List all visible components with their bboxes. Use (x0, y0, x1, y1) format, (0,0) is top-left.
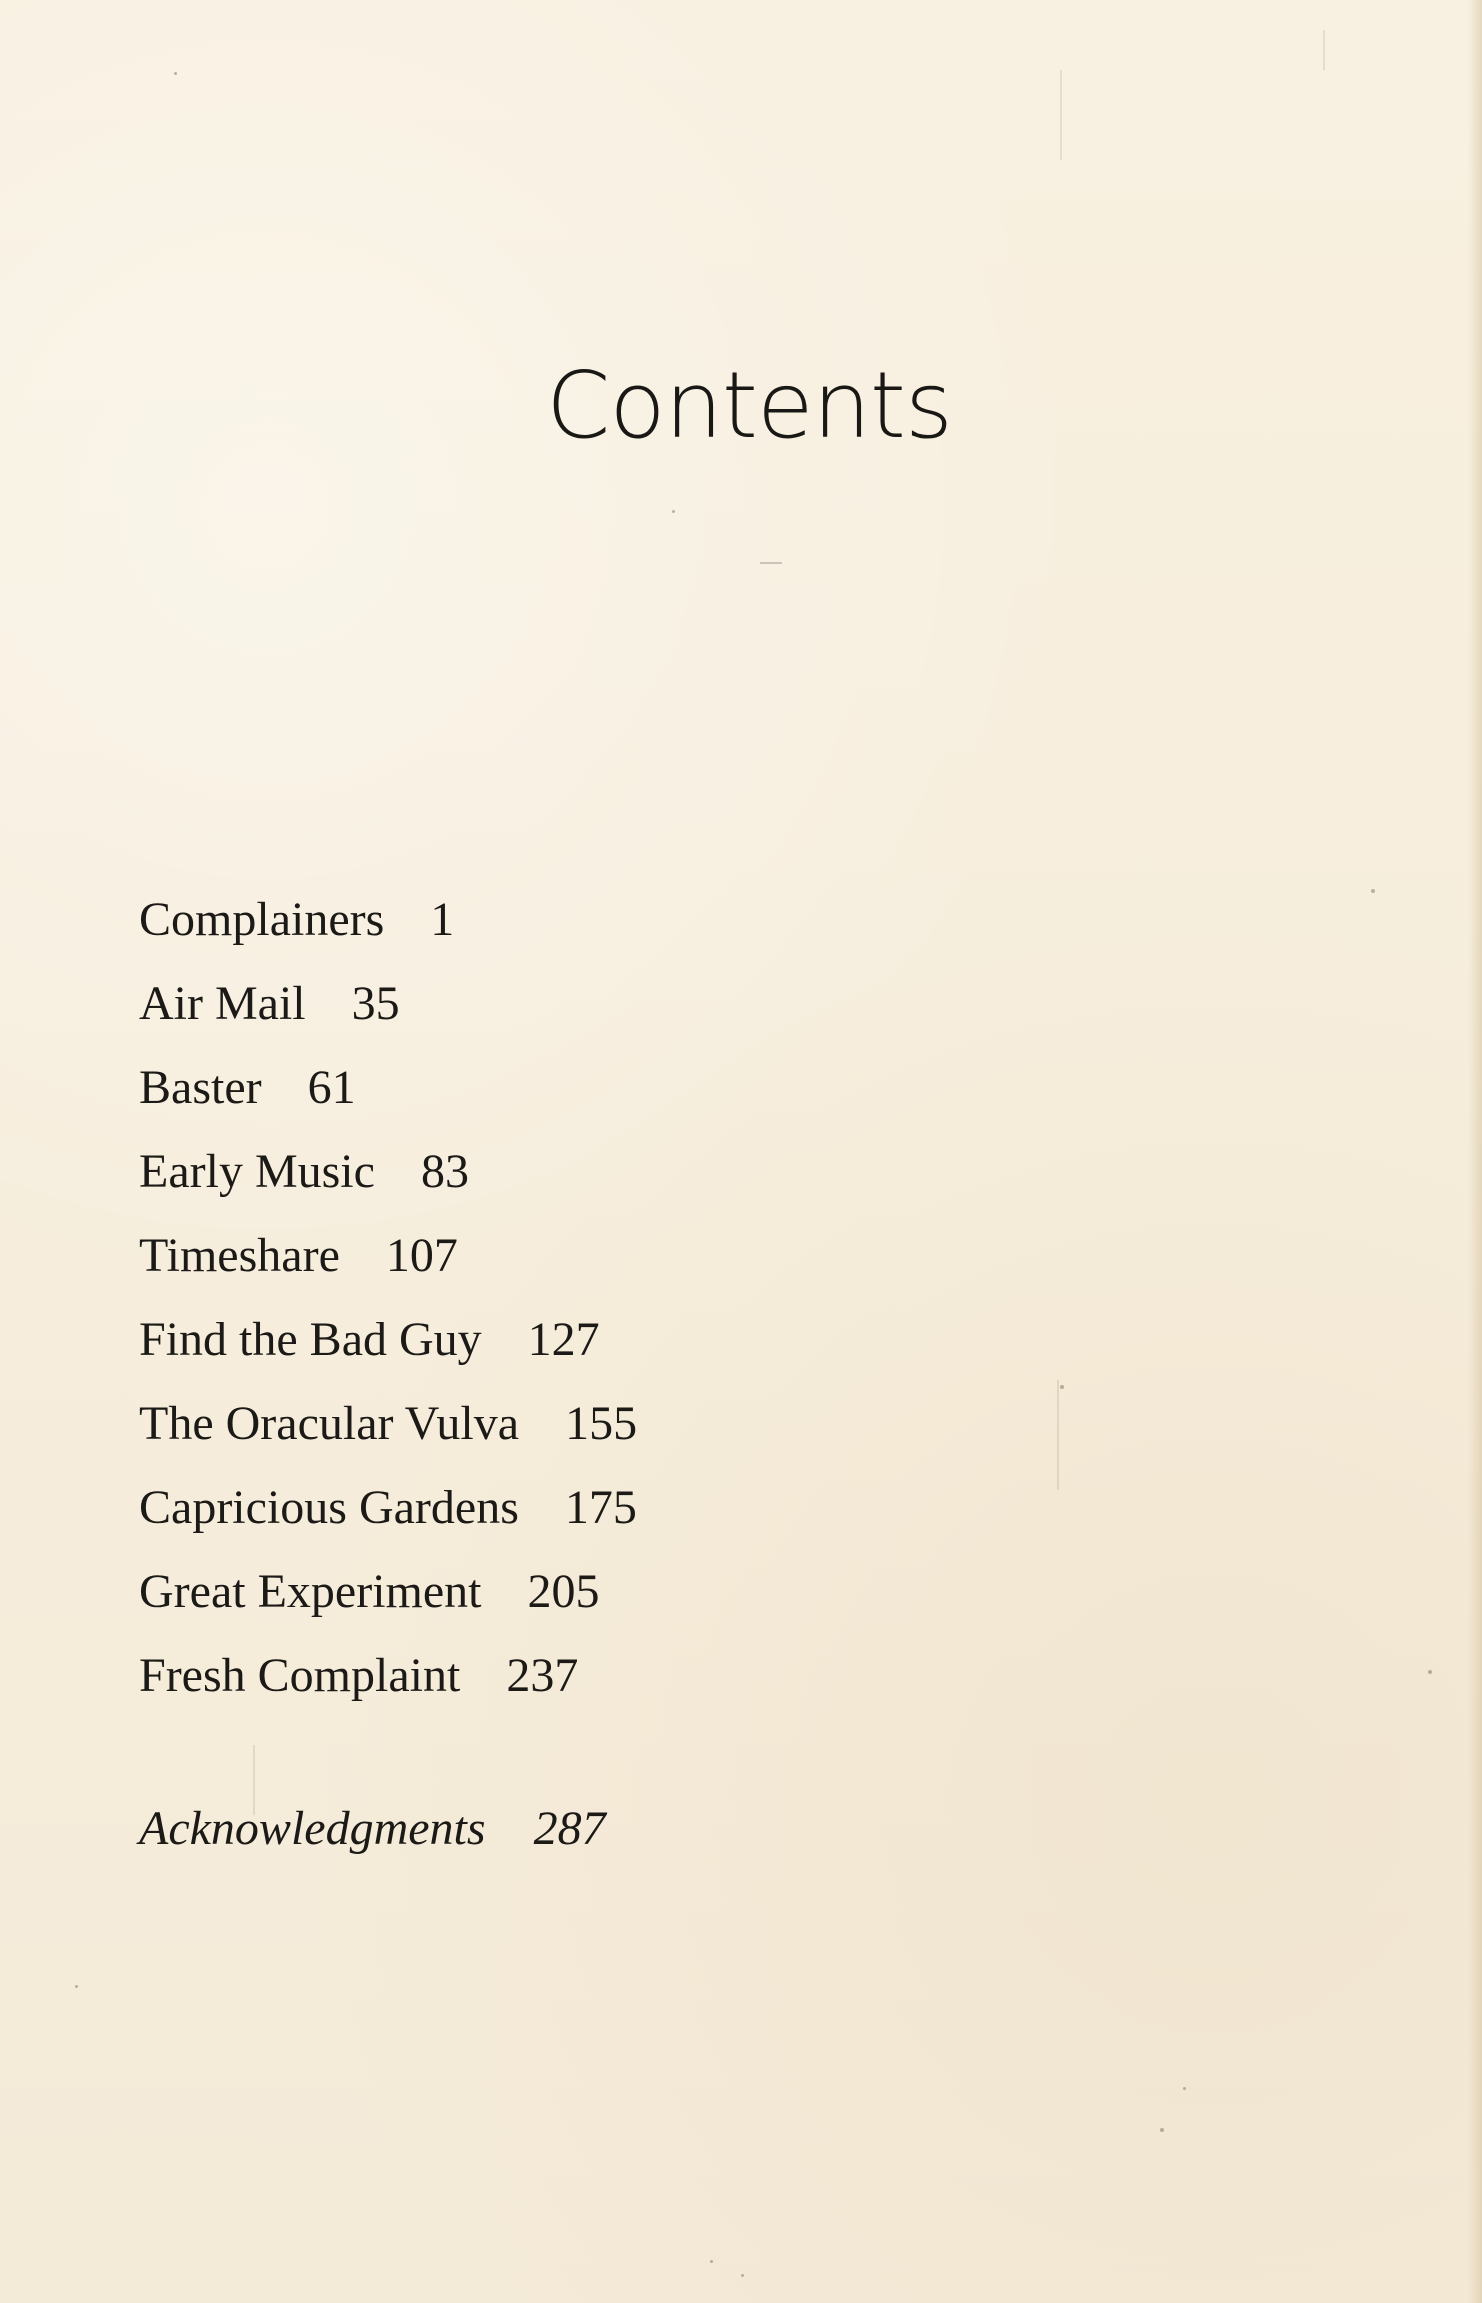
paper-speck (1183, 2087, 1186, 2090)
toc-entry-page: 35 (351, 977, 400, 1030)
back-matter-entry (139, 1787, 606, 1871)
page-edge-shadow (1468, 0, 1482, 2303)
paper-speck (1428, 1670, 1432, 1674)
paper-scratch (1323, 30, 1325, 70)
toc-entry (139, 1214, 637, 1298)
paper-speck (75, 1985, 78, 1988)
toc-entry-page: 237 (506, 1649, 579, 1702)
toc-entry-page: 155 (565, 1397, 638, 1450)
toc-entry-title: Baster (139, 1061, 262, 1114)
toc-entry-page: 175 (564, 1481, 637, 1534)
toc-entry-title: Capricious Gardens (139, 1481, 519, 1534)
back-matter-page: 287 (533, 1802, 606, 1855)
toc-entry (139, 1130, 637, 1214)
paper-speck (741, 2274, 744, 2277)
paper-speck (1371, 889, 1375, 893)
toc-entry-title: Complainers (139, 893, 385, 946)
toc-entry-page: 83 (420, 1145, 469, 1198)
toc-entry (139, 1382, 637, 1466)
toc-entry (139, 1634, 637, 1718)
paper-scratch (1057, 1380, 1059, 1490)
toc-entry-title: Timeshare (139, 1229, 340, 1282)
title-ornament (760, 562, 782, 564)
toc-entry (139, 1298, 637, 1382)
toc-entry-page: 107 (385, 1229, 458, 1282)
paper-speck (1160, 2128, 1164, 2132)
toc-entry-title: Find the Bad Guy (139, 1313, 482, 1366)
paper-scratch (1060, 70, 1062, 160)
paper-speck (174, 72, 177, 75)
paper-speck (710, 2260, 713, 2263)
toc-entry-title: Air Mail (139, 977, 306, 1030)
toc-entry-page: 1 (430, 893, 455, 946)
paper-speck (1060, 1385, 1064, 1389)
paper-speck (672, 510, 675, 513)
toc-entry-page: 127 (527, 1313, 600, 1366)
back-matter-title: Acknowledgments (139, 1802, 486, 1855)
toc-entry-title: The Oracular Vulva (139, 1397, 520, 1450)
toc-entry-title: Fresh Complaint (139, 1649, 461, 1702)
toc-entry (139, 878, 637, 962)
toc-entry (139, 1550, 637, 1634)
toc-entry-title: Great Experiment (139, 1565, 482, 1618)
toc-entry (139, 1466, 637, 1550)
toc-entry-page: 205 (527, 1565, 600, 1618)
toc-entry (139, 962, 637, 1046)
toc-entry-title: Early Music (139, 1145, 375, 1198)
toc-entry-page: 61 (307, 1061, 356, 1114)
table-of-contents (139, 878, 637, 1718)
page-title: Contents (546, 351, 952, 459)
toc-entry (139, 1046, 637, 1130)
